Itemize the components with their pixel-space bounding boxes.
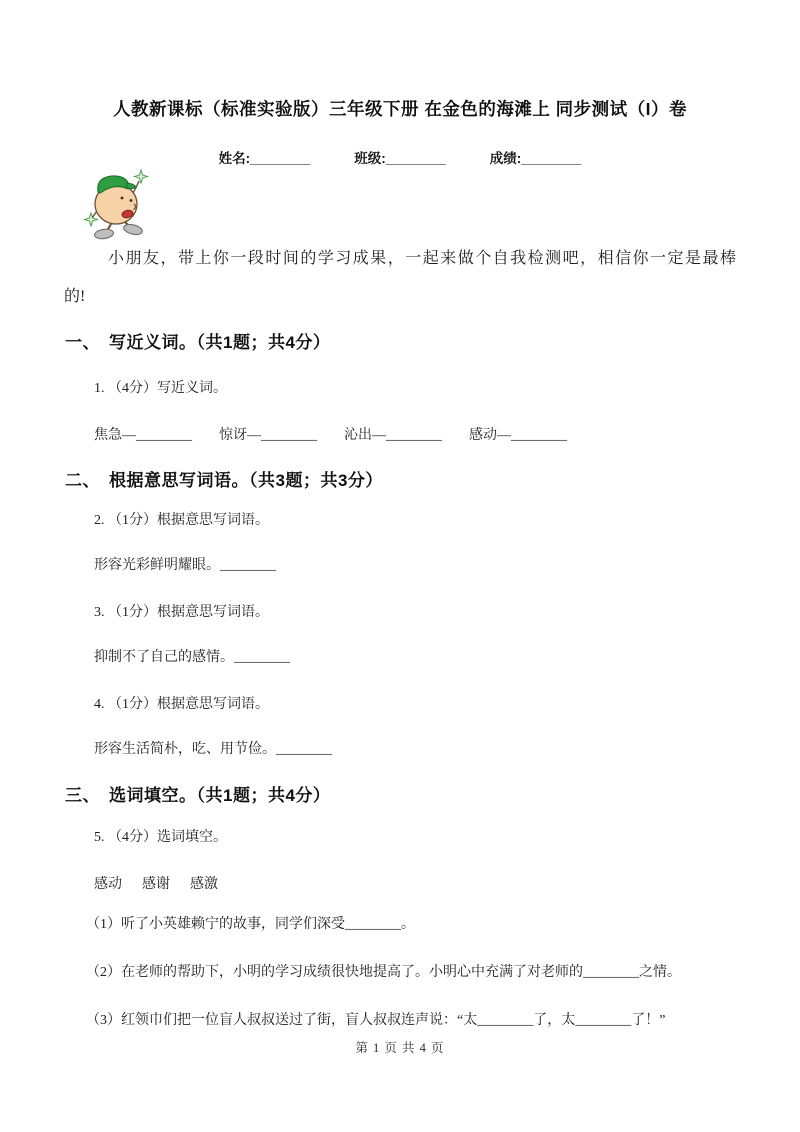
synonym-blank-item: 焦急—________ [94,428,192,443]
section-1-heading: 一、 写近义词。（共1题；共4分） [65,333,331,352]
question-5-label: 5. （4分）选词填空。 [94,830,227,845]
mascot-boy-icon [84,168,152,242]
class-field: 班级:________ [354,151,446,166]
word-bank-item: 感动 [94,877,122,892]
question-5-sub-2: （2）在老师的帮助下，小明的学习成绩很快地提高了。小明心中充满了对老师的________之情。 [86,965,681,980]
word-bank-item: 感谢 [142,877,170,892]
score-field: 成绩:________ [489,151,582,166]
synonym-blank-item: 沁出—________ [344,428,442,443]
question-4-label: 4. （1分）根据意思写词语。 [94,697,269,712]
question-2-answer-line: 形容光彩鲜明耀眼。________ [94,558,276,573]
page-footer: 第 1 页 共 4 页 [355,1041,445,1055]
question-4-answer-line: 形容生活简朴，吃、用节俭。________ [94,742,332,757]
intro-text-line-1: 小朋友，带上你一段时间的学习成果，一起来做个自我检测吧，相信你一定是最棒 [108,250,736,267]
intro-text-line-2: 的! [64,288,86,305]
document-title: 人教新课标（标准实验版）三年级下册 在金色的海滩上 同步测试（I）卷 [112,99,688,119]
question-1-blanks-row [94,424,567,444]
synonym-blank-item: 惊讶—________ [219,428,317,443]
question-1-label: 1. （4分）写近义词。 [94,381,227,396]
question-2-label: 2. （1分）根据意思写词语。 [94,513,269,528]
synonym-blank-item: 感动—________ [469,428,567,443]
question-5-word-bank [94,873,218,893]
question-3-label: 3. （1分）根据意思写词语。 [94,605,269,620]
student-info-row [0,147,800,167]
question-3-answer-line: 抑制不了自己的感情。________ [94,650,290,665]
section-2-heading: 二、 根据意思写词语。（共3题；共3分） [65,471,383,490]
question-5-sub-1: （1）听了小英雄赖宁的故事，同学们深受________。 [86,917,415,932]
word-bank-item: 感激 [190,877,218,892]
question-5-sub-3: （3）红领巾们把一位盲人叔叔送过了街，盲人叔叔连声说：“太________了，太________了！” [86,1013,666,1028]
section-3-heading: 三、 选词填空。（共1题；共4分） [65,786,331,805]
name-field: 姓名:________ [218,151,311,166]
